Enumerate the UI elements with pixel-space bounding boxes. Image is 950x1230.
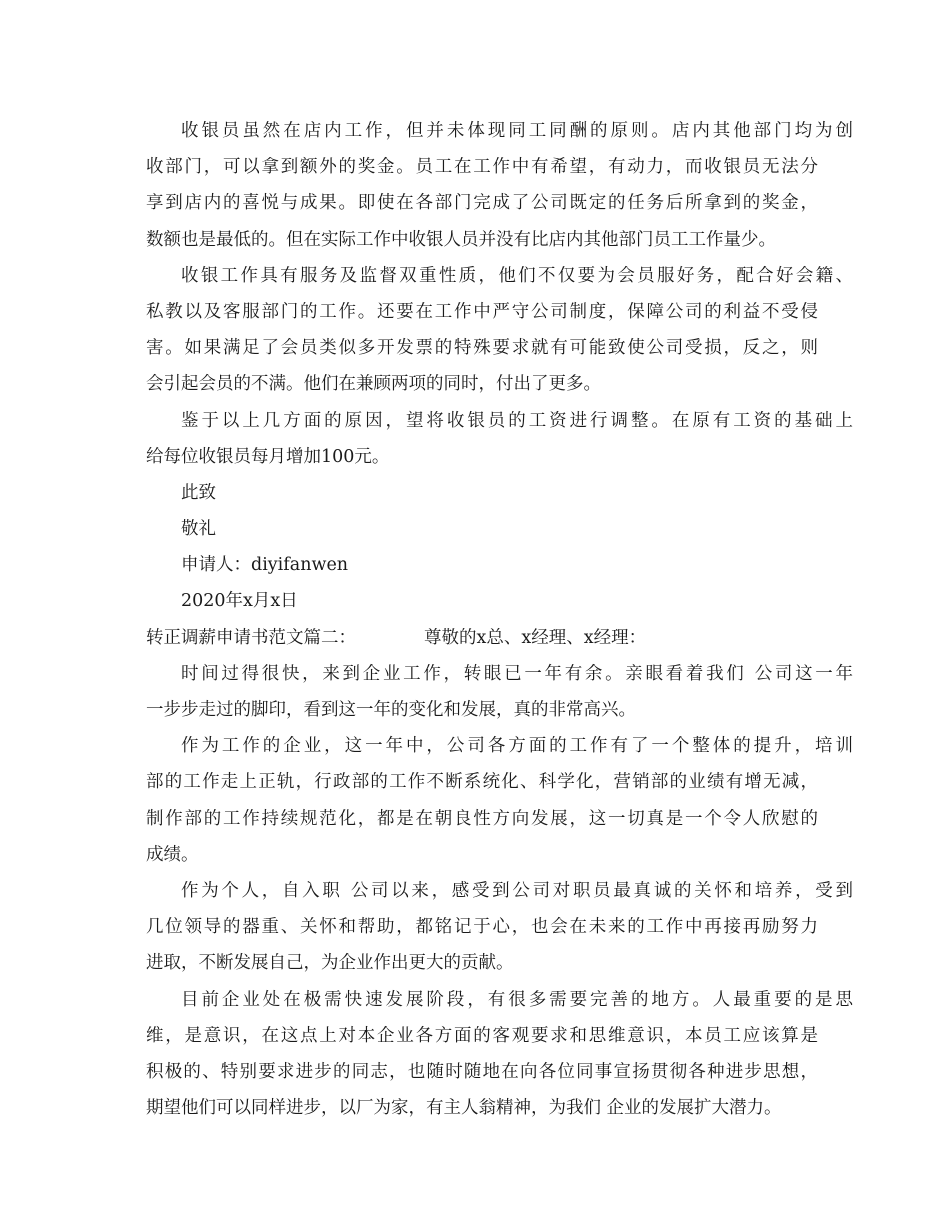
closing-date: 2020年x月x日 xyxy=(181,591,298,612)
section-2-heading-line xyxy=(146,620,826,656)
s2-paragraph-4-line-3: 积极的、特别要求进步的同志，也随时随地在向各位同事宣扬贯彻各种进步思想， xyxy=(146,1061,818,1082)
paragraph-2-line-3: 害。如果满足了会员类似多开发票的特殊要求就有可能致使公司受损，反之，则 xyxy=(146,338,818,359)
closing-applicant: 申请人：diyifanwen xyxy=(181,555,349,576)
s2-paragraph-3-line-1: 作为个人，自入职 公司以来，感受到公司对职员最真诚的关怀和培养，受到 xyxy=(181,880,853,901)
s2-paragraph-4-line-1: 目前企业处在极需快速发展阶段，有很多需要完善的地方。人最重要的是思 xyxy=(181,989,853,1010)
section-2-heading: 转正调薪申请书范文篇二： xyxy=(146,627,356,648)
section-2-greeting: 尊敬的x总、x经理、x经理： xyxy=(424,627,647,648)
paragraph-2-line-4: 会引起会员的不满。他们在兼顾两项的同时，付出了更多。 xyxy=(146,374,601,395)
s2-paragraph-2-line-3: 制作部的工作持续规范化，都是在朝良性方向发展，这一切真是一个令人欣慰的 xyxy=(146,808,818,829)
s2-paragraph-1-line-2: 一步步走过的脚印，看到这一年的变化和发展，真的非常高兴。 xyxy=(146,700,636,720)
document-page xyxy=(146,113,853,1126)
closing-zhizhi: 此致 xyxy=(181,482,216,503)
s2-paragraph-2-line-2: 部的工作走上正轨，行政部的工作不断系统化、科学化，营销部的业绩有增无减， xyxy=(146,772,818,793)
s2-paragraph-2-line-1: 作为工作的企业，这一年中，公司各方面的工作有了一个整体的提升，培训 xyxy=(181,736,853,757)
s2-paragraph-1-line-1: 时间过得很快，来到企业工作，转眼已一年有余。亲眼看着我们 公司这一年 xyxy=(181,663,853,684)
closing-jingli: 敬礼 xyxy=(181,519,216,540)
paragraph-3-line-1: 鉴于以上几方面的原因，望将收银员的工资进行调整。在原有工资的基础上 xyxy=(181,410,853,431)
paragraph-1-line-2: 收部门，可以拿到额外的奖金。员工在工作中有希望，有动力，而收银员无法分 xyxy=(146,157,818,178)
paragraph-1-line-1: 收银员虽然在店内工作，但并未体现同工同酬的原则。店内其他部门均为创 xyxy=(181,121,853,141)
paragraph-1-line-4: 数额也是最低的。但在实际工作中收银人员并没有比店内其他部门员工工作量少。 xyxy=(146,229,776,250)
paragraph-1-line-3: 享到店内的喜悦与成果。即使在各部门完成了公司既定的任务后所拿到的奖金， xyxy=(146,193,818,214)
s2-paragraph-4-line-2: 维，是意识，在这点上对本企业各方面的客观要求和思维意识，本员工应该算是 xyxy=(146,1025,818,1046)
s2-paragraph-4-line-4: 期望他们可以同样进步，以厂为家，有主人翁精神，为我们 企业的发展扩大潜力。 xyxy=(146,1098,782,1119)
s2-paragraph-3-line-2: 几位领导的器重、关怀和帮助，都铭记于心，也会在未来的工作中再接再励努力 xyxy=(146,917,818,938)
paragraph-3-line-2: 给每位收银员每月增加100元。 xyxy=(146,446,390,467)
s2-paragraph-3-line-3: 进取，不断发展自己，为企业作出更大的贡献。 xyxy=(146,953,514,974)
paragraph-2-line-2: 私教以及客服部门的工作。还要在工作中严守公司制度，保障公司的利益不受侵 xyxy=(146,301,818,322)
s2-paragraph-2-line-4: 成绩。 xyxy=(146,844,199,865)
paragraph-2-line-1: 收银工作具有服务及监督双重性质，他们不仅要为会员服好务，配合好会籍、 xyxy=(181,265,853,286)
